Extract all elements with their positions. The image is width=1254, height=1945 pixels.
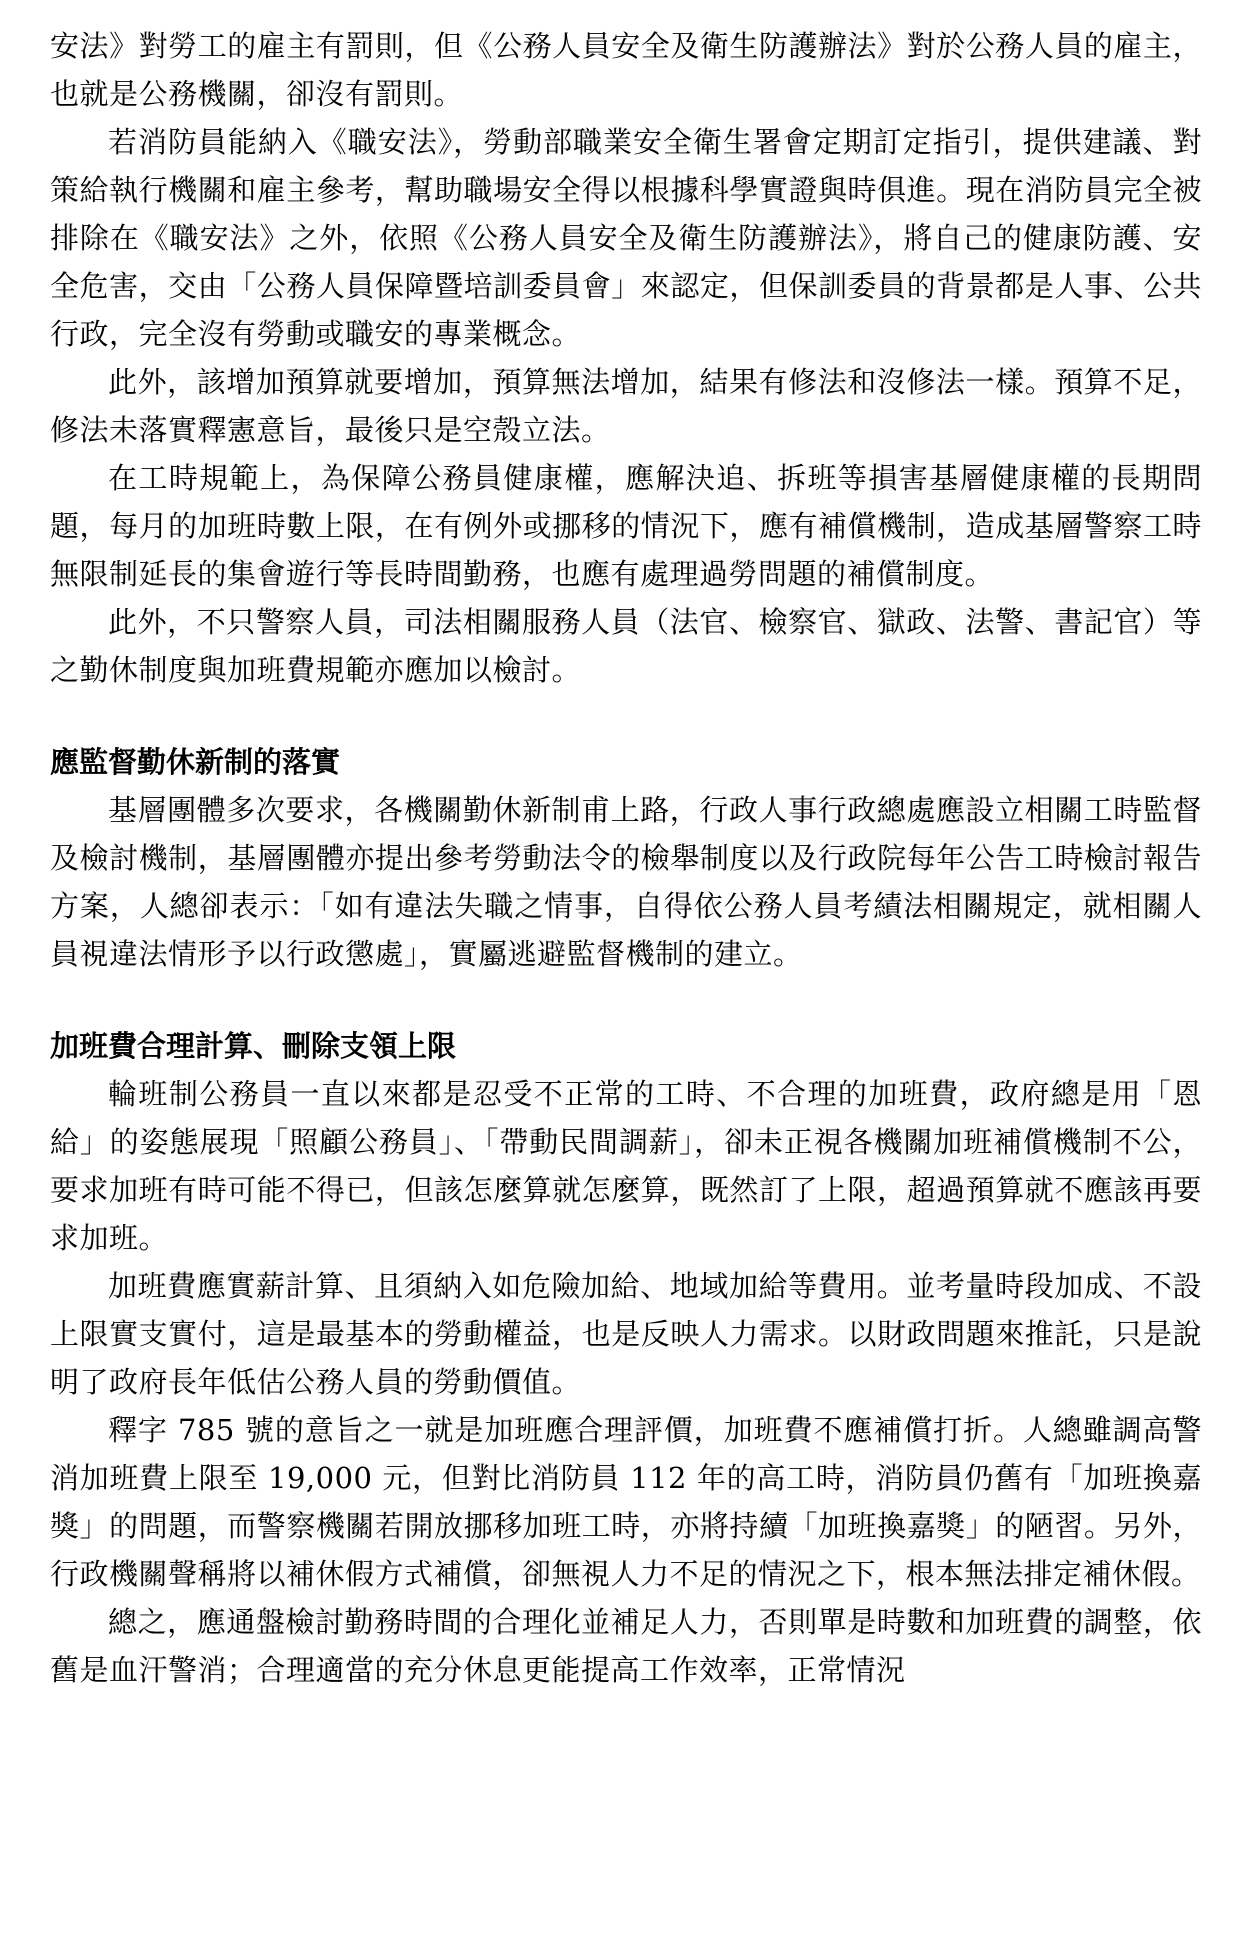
paragraph-judicial-staff: 此外，不只警察人員，司法相關服務人員（法官、檢察官、獄政、法警、書記官）等之勤休制度與加班費規範亦應加以檢討。 bbox=[50, 605, 1202, 687]
paragraph-shift-workers: 輪班制公務員一直以來都是忍受不正常的工時、不合理的加班費，政府總是用「恩給」的姿態展現「照顧公務員」、「帶動民間調薪」，卻未正視各機關加班補償機制不公，要求加班有時可能不得已，但該怎麼算就怎麼算，既然訂了上限，超過預算就不應該再要求加班。 bbox=[50, 1077, 1202, 1255]
paragraph-conclusion: 總之，應通盤檢討勤務時間的合理化並補足人力，否則單是時數和加班費的調整，依舊是血汗警消；合理適當的充分休息更能提高工作效率，正常情況 bbox=[50, 1605, 1202, 1687]
document-body bbox=[50, 22, 1202, 1694]
paragraph-working-hours: 在工時規範上，為保障公務員健康權，應解決追、拆班等損害基層健康權的長期問題，每月的加班時數上限，在有例外或挪移的情況下，應有補償機制，造成基層警察工時無限制延長的集會遊行等長時間勤務，也應有處理過勞問題的補償制度。 bbox=[50, 461, 1202, 591]
paragraph-supervision: 基層團體多次要求，各機關勤休新制甫上路，行政人事行政總處應設立相關工時監督及檢討機制，基層團體亦提出參考勞動法令的檢舉制度以及行政院每年公告工時檢討報告方案，人總卻表示：「如有違法失職之情事，自得依公務人員考績法相關規定，就相關人員視違法情形予以行政懲處」，實屬逃避監督機制的建立。 bbox=[50, 793, 1202, 971]
paragraph-interpretation-785: 釋字 785 號的意旨之一就是加班應合理評價，加班費不應補償打折。人總雖調高警消加班費上限至 19,000 元，但對比消防員 112 年的高工時，消防員仍舊有「加班換嘉獎」的問題，而警察機關若開放挪移加班工時，亦將持續「加班換嘉獎」的陋習。另外，行政機關聲稱將以補休假方式補償，卻無視人力不足的情況之下，根本無法排定補休假。 bbox=[50, 1413, 1202, 1591]
paragraph-overtime-calculation: 加班費應實薪計算、且須納入如危險加給、地域加給等費用。並考量時段加成、不設上限實支實付，這是最基本的勞動權益，也是反映人力需求。以財政問題來推託，只是說明了政府長年低估公務人員的勞動價值。 bbox=[50, 1269, 1202, 1399]
section-heading-overtime-pay: 加班費合理計算、刪除支領上限 bbox=[50, 1029, 457, 1063]
paragraph-continuation: 安法》對勞工的雇主有罰則，但《公務人員安全及衛生防護辦法》對於公務人員的雇主，也就是公務機關，卻沒有罰則。 bbox=[50, 29, 1202, 111]
paragraph-budget: 此外，該增加預算就要增加，預算無法增加，結果有修法和沒修法一樣。預算不足，修法未落實釋憲意旨，最後只是空殼立法。 bbox=[50, 365, 1202, 447]
section-heading-supervision: 應監督勤休新制的落實 bbox=[50, 745, 341, 779]
paragraph-firefighters-osh-act: 若消防員能納入《職安法》，勞動部職業安全衛生署會定期訂定指引，提供建議、對策給執行機關和雇主參考，幫助職場安全得以根據科學實證與時俱進。現在消防員完全被排除在《職安法》之外，依照《公務人員安全及衛生防護辦法》，將自己的健康防護、安全危害，交由「公務人員保障暨培訓委員會」來認定，但保訓委員的背景都是人事、公共行政，完全沒有勞動或職安的專業概念。 bbox=[50, 125, 1202, 351]
